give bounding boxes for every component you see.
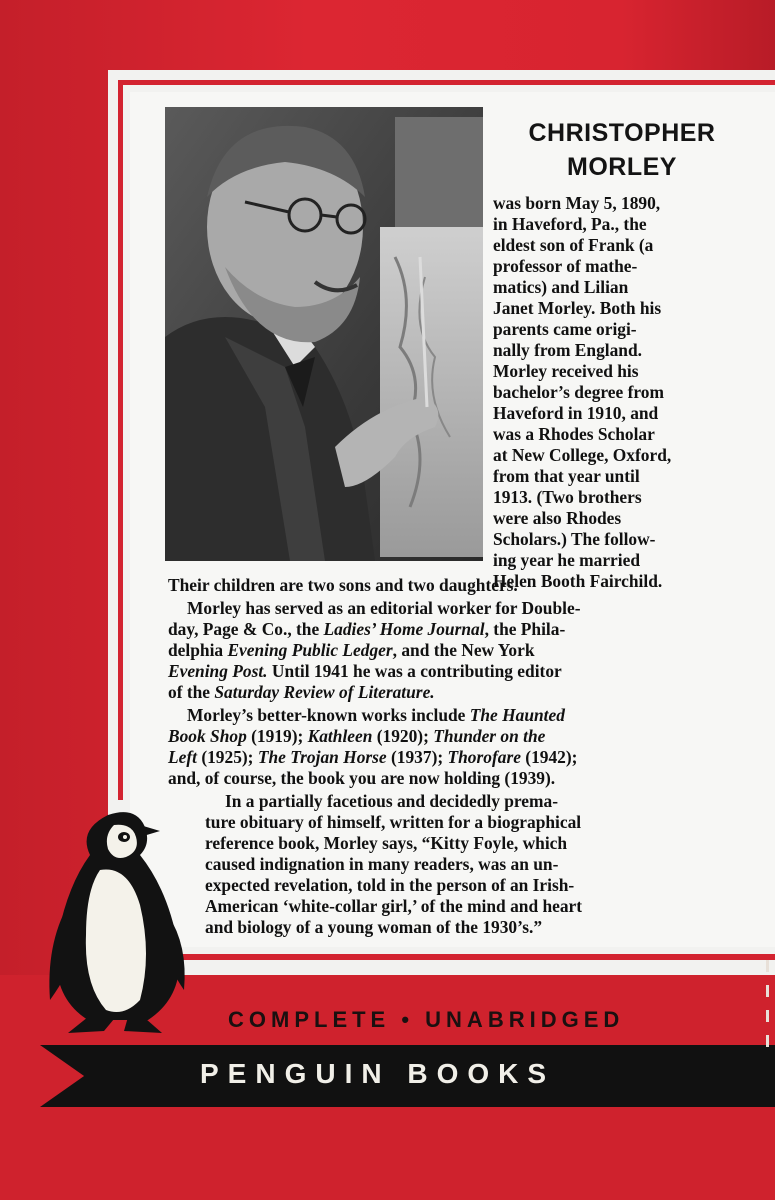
bio-line: Book Shop (1919); Kathleen (1920); Thunder on the bbox=[168, 726, 546, 746]
bio-line: reference book, Morley says, “Kitty Foyle, which bbox=[205, 833, 568, 853]
bio-line: In a partially facetious and decidedly prema- bbox=[225, 791, 559, 811]
bio-line: and biology of a young woman of the 1930’s.” bbox=[205, 917, 543, 937]
bio-line: Morley received his bbox=[493, 361, 639, 381]
bio-line: Helen Booth Fairchild. bbox=[493, 571, 663, 591]
bio-line: caused indignation in many readers, was an un- bbox=[205, 854, 559, 874]
edge-wear bbox=[766, 960, 769, 972]
bio-line: expected revelation, told in the person of an Irish- bbox=[205, 875, 575, 895]
bio-line: were also Rhodes bbox=[493, 508, 622, 528]
bio-line: Morley’s better-known works include The Haunted bbox=[187, 705, 565, 725]
bio-line: professor of mathe- bbox=[493, 256, 638, 276]
bio-line: matics) and Lilian bbox=[493, 277, 629, 297]
edge-wear bbox=[766, 1035, 769, 1047]
bio-line: ing year he married bbox=[493, 550, 640, 570]
bio-line: eldest son of Frank (a bbox=[493, 235, 654, 255]
author-name bbox=[493, 116, 751, 184]
author-name-line1: CHRISTOPHER bbox=[528, 119, 716, 147]
bio-line: Morley has served as an editorial worker for Double- bbox=[187, 598, 581, 618]
bio-line: Their children are two sons and two daughters. bbox=[168, 575, 518, 595]
publisher-brand: PENGUIN BOOKS bbox=[200, 1058, 556, 1089]
bio-line: Evening Post. Until 1941 he was a contributing editor bbox=[168, 661, 562, 681]
red-rule-top bbox=[118, 80, 775, 85]
red-rule-bottom bbox=[160, 954, 775, 960]
bio-line: Scholars.) The follow- bbox=[493, 529, 656, 549]
bio-line: and, of course, the book you are now holding (1939). bbox=[168, 768, 556, 788]
bio-line: from that year until bbox=[493, 466, 640, 486]
bio-line: day, Page & Co., the Ladies’ Home Journal, the Phila- bbox=[168, 619, 566, 639]
bio-line: Haveford in 1910, and bbox=[493, 403, 659, 423]
bio-line: was a Rhodes Scholar bbox=[493, 424, 655, 444]
author-name-line2: MORLEY bbox=[567, 153, 677, 181]
bio-line: was born May 5, 1890, bbox=[493, 193, 661, 213]
bio-line: nally from England. bbox=[493, 340, 642, 360]
tagline: COMPLETE • UNABRIDGED bbox=[228, 1007, 625, 1032]
edge-wear bbox=[766, 985, 769, 997]
bio-line: delphia Evening Public Ledger, and the New York bbox=[168, 640, 535, 660]
bio-line: of the Saturday Review of Literature. bbox=[168, 682, 435, 702]
bio-line: 1913. (Two brothers bbox=[493, 487, 642, 507]
edge-wear bbox=[766, 1010, 769, 1022]
red-rule-left bbox=[118, 80, 123, 800]
bio-line: in Haveford, Pa., the bbox=[493, 214, 647, 234]
author-photo bbox=[165, 107, 483, 561]
bio-line: at New College, Oxford, bbox=[493, 445, 672, 465]
penguin-logo-icon bbox=[28, 795, 198, 1045]
bio-line: American ‘white-collar girl,’ of the mind and heart bbox=[205, 896, 583, 916]
bio-line: ture obituary of himself, written for a biographical bbox=[205, 812, 582, 832]
bio-line: Left (1925); The Trojan Horse (1937); Thorofare (1942); bbox=[168, 747, 578, 767]
bio-line: Janet Morley. Both his bbox=[493, 298, 662, 318]
bio-line: bachelor’s degree from bbox=[493, 382, 664, 402]
bio-line: parents came origi- bbox=[493, 319, 637, 339]
